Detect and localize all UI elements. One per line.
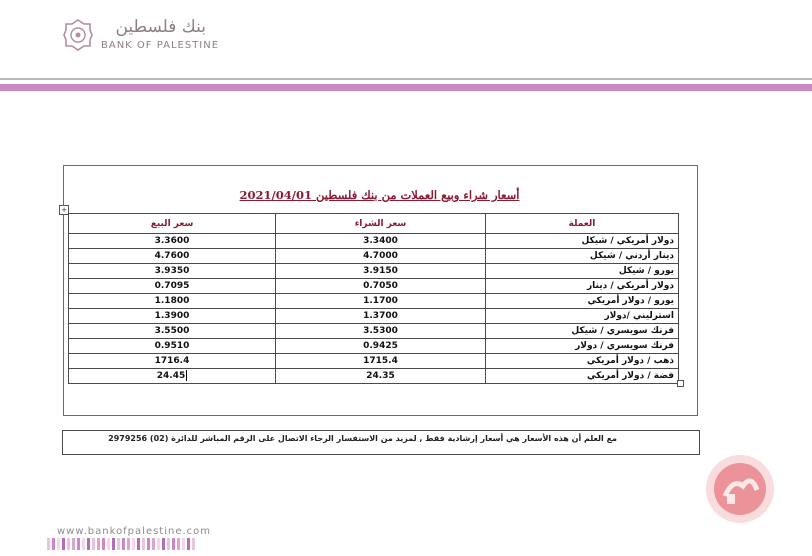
buy-rate-cell: 3.5300 (276, 324, 486, 339)
table-resize-handle[interactable] (677, 380, 684, 387)
buy-rate-cell: 3.3400 (276, 234, 486, 249)
buy-rate-cell: 1.1700 (276, 294, 486, 309)
sell-rate-cell: 1.3900 (69, 309, 276, 324)
sell-rate-cell: 3.5500 (69, 324, 276, 339)
col-header-buy: سعر الشراء (276, 214, 486, 234)
table-row (69, 354, 679, 369)
sell-rate-cell: 3.9350 (69, 264, 276, 279)
table-row (69, 234, 679, 249)
sell-rate-cell: 1716.4 (69, 354, 276, 369)
bank-logo-icon (62, 18, 94, 52)
table-header-row (69, 214, 679, 234)
col-header-currency: العملة (486, 214, 679, 234)
bank-name-english: BANK OF PALESTINE (101, 40, 220, 51)
document-title-text: أسعار شراء وبيع العملات من بنك فلسطين 2021/04/01 (239, 188, 520, 202)
currency-cell: فضة / دولار أمريكي (486, 369, 679, 384)
sell-rate-cell: 0.7095 (69, 279, 276, 294)
bank-name-arabic: بنك فلسطين (115, 17, 206, 37)
sell-rate-cell: 1.1800 (69, 294, 276, 309)
currency-cell: فرنك سويسري / شيكل (486, 324, 679, 339)
table-row (69, 309, 679, 324)
buy-rate-cell: 0.7050 (276, 279, 486, 294)
currency-cell: استرليني /دولار (486, 309, 679, 324)
table-row (69, 369, 679, 384)
currency-cell: ذهب / دولار أمريكي (486, 354, 679, 369)
col-header-sell: سعر البيع (69, 214, 276, 234)
currency-cell: يورو / دولار أمريكي (486, 294, 679, 309)
footer-stripes (47, 538, 247, 550)
currency-cell: دينار أردني / شيكل (486, 249, 679, 264)
currency-cell: فرنك سويسري / دولار (486, 339, 679, 354)
table-row (69, 264, 679, 279)
buy-rate-cell: 4.7000 (276, 249, 486, 264)
sell-rate-cell: 3.3600 (69, 234, 276, 249)
buy-rate-cell: 1.3700 (276, 309, 486, 324)
buy-rate-cell: 0.9425 (276, 339, 486, 354)
table-row (69, 249, 679, 264)
rates-table (68, 213, 679, 384)
table-move-handle-icon[interactable]: + (59, 205, 69, 215)
buy-rate-cell: 3.9150 (276, 264, 486, 279)
table-row (69, 279, 679, 294)
currency-cell: دولار أمريكي / شيكل (486, 234, 679, 249)
website-link[interactable]: www.bankofpalestine.com (57, 526, 212, 537)
disclaimer-box (62, 430, 700, 455)
table-row (69, 339, 679, 354)
sell-rate-cell: 0.9510 (69, 339, 276, 354)
text-cursor (186, 370, 187, 381)
sell-rate-cell: 24.45 (69, 369, 276, 384)
currency-cell: يورو / شيكل (486, 264, 679, 279)
disclaimer-text: مع العلم أن هذه الأسعار هي أسعار إرشادية فقط , لمزيد من الاستفسار الرجاء الاتصال على الرقم المباشر للدائرة (02) 2979256 (108, 434, 617, 443)
header-divider (0, 78, 812, 80)
sell-rate-cell: 4.7600 (69, 249, 276, 264)
currency-cell: دولار أمريكي / دينار (486, 279, 679, 294)
table-row (69, 324, 679, 339)
buy-rate-cell: 24.35 (276, 369, 486, 384)
watermark-logo-icon (703, 452, 777, 526)
table-row (69, 294, 679, 309)
header-accent-bar (0, 84, 812, 91)
document-title (63, 184, 696, 203)
buy-rate-cell: 1715.4 (276, 354, 486, 369)
